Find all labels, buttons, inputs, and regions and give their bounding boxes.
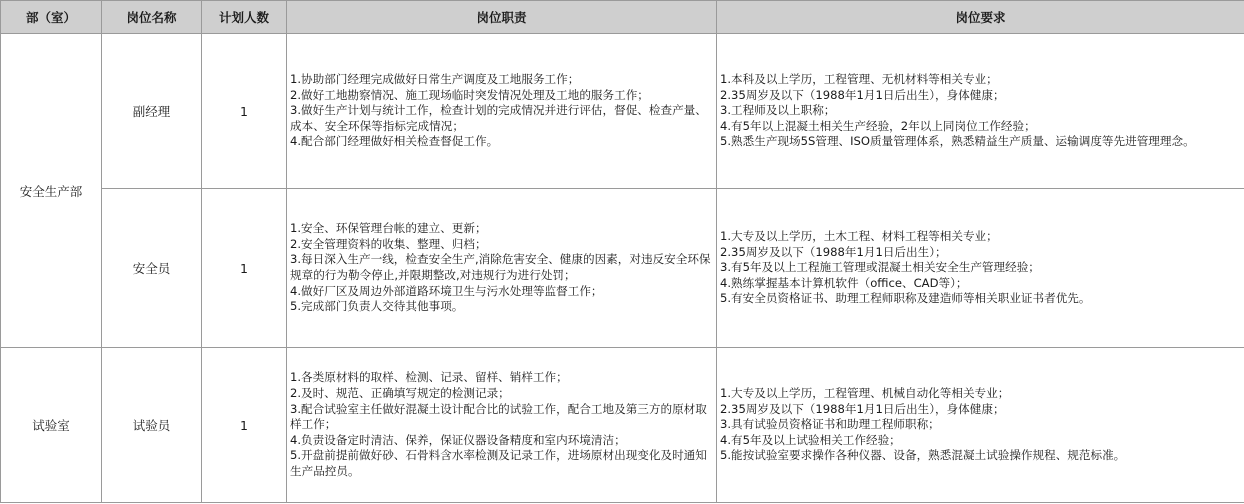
requirement-item: 4.熟练掌握基本计算机软件（office、CAD等）；	[720, 275, 968, 290]
requirement-item: 5.能按试验室要求操作各种仪器、设备，熟悉混凝土试验操作规程、规范标准。	[720, 448, 1126, 463]
requirement-item: 1.大专及以上学历，工程管理、机械自动化等相关专业；	[720, 386, 1010, 401]
duty-item: 1.各类原材料的取样、检测、记录、留样、销样工作；	[290, 370, 568, 385]
duties-cell	[287, 34, 717, 189]
duties-cell	[287, 348, 717, 503]
duty-item: 4.做好厂区及周边外部道路环境卫生与污水处理等监督工作；	[290, 283, 603, 298]
duty-item: 4.负责设备定时清洁、保养，保证仪器设备精度和室内环境清洁；	[290, 432, 626, 447]
duty-item: 5.完成部门负责人交待其他事项。	[290, 299, 464, 314]
position-count: 1	[202, 189, 287, 348]
duties-cell	[287, 189, 717, 348]
position-title: 安全员	[102, 189, 202, 348]
duty-item: 4.配合部门经理做好相关检查督促工作。	[290, 134, 499, 149]
header-requirements: 岗位要求	[717, 1, 1244, 34]
header-count: 计划人数	[202, 1, 287, 34]
duty-item: 2.做好工地勘察情况、施工现场临时突发情况处理及工地的服务工作；	[290, 87, 649, 102]
requirements-cell	[717, 189, 1244, 348]
header-department: 部（室）	[1, 1, 102, 34]
requirements-cell	[717, 348, 1244, 503]
requirement-item: 4.有5年以上混凝土相关生产经验，2年以上同岗位工作经验；	[720, 118, 1036, 133]
duty-item: 2.安全管理资料的收集、整理、归档；	[290, 236, 487, 251]
table-row	[1, 189, 1244, 348]
position-title: 试验员	[102, 348, 202, 503]
requirement-item: 5.熟悉生产现场5S管理、ISO质量管理体系，熟悉精益生产质量、运输调度等先进管理理念。	[720, 134, 1195, 149]
department-cell: 试验室	[1, 348, 102, 503]
requirement-item: 3.有5年及以上工程施工管理或混凝土相关安全生产管理经验；	[720, 260, 1040, 275]
requirement-item: 3.具有试验员资格证书和助理工程师职称；	[720, 417, 940, 432]
requirement-item: 2.35周岁及以下（1988年1月1日后出生），身体健康；	[720, 401, 1005, 416]
requirement-item: 4.有5年及以上试验相关工作经验；	[720, 432, 901, 447]
header-duties: 岗位职责	[287, 1, 717, 34]
duty-item: 2.及时、规范、正确填写规定的检测记录；	[290, 386, 510, 401]
table-row	[1, 34, 1244, 189]
duty-item: 3.配合试验室主任做好混凝土设计配合比的试验工作，配合工地及第三方的原材取样工作；	[290, 401, 707, 432]
table-header-row	[1, 1, 1244, 34]
position-count: 1	[202, 34, 287, 189]
requirement-item: 1.大专及以上学历，土木工程、材料工程等相关专业；	[720, 229, 998, 244]
requirement-item: 1.本科及以上学历，工程管理、无机材料等相关专业；	[720, 72, 998, 87]
requirement-item: 3.工程师及以上职称；	[720, 103, 836, 118]
duty-item: 1.协助部门经理完成做好日常生产调度及工地服务工作；	[290, 72, 580, 87]
duty-item: 1.安全、环保管理台帐的建立、更新；	[290, 221, 487, 236]
header-position: 岗位名称	[102, 1, 202, 34]
requirements-cell	[717, 34, 1244, 189]
position-title: 副经理	[102, 34, 202, 189]
requirement-item: 2.35周岁及以下（1988年1月1日后出生），身体健康；	[720, 87, 1005, 102]
position-count: 1	[202, 348, 287, 503]
department-cell: 安全生产部	[1, 34, 102, 348]
table-row	[1, 348, 1244, 503]
duty-item: 5.开盘前提前做好砂、石骨料含水率检测及记录工作，进场原材出现变化及时通知生产品控员。	[290, 448, 707, 478]
requirement-item: 5.有安全员资格证书、助理工程师职称及建造师等相关职业证书者优先。	[720, 291, 1091, 306]
requirement-item: 2.35周岁及以下（1988年1月1日后出生）；	[720, 244, 947, 259]
duty-item: 3.每日深入生产一线，检查安全生产,消除危害安全、健康的因素，对违反安全环保规章的行为勒令停止,并限期整改,对违规行为进行处罚；	[290, 252, 711, 282]
duty-item: 3.做好生产计划与统计工作，检查计划的完成情况并进行评估，督促、检查产量、成本、安全环保等指标完成情况；	[290, 103, 707, 133]
